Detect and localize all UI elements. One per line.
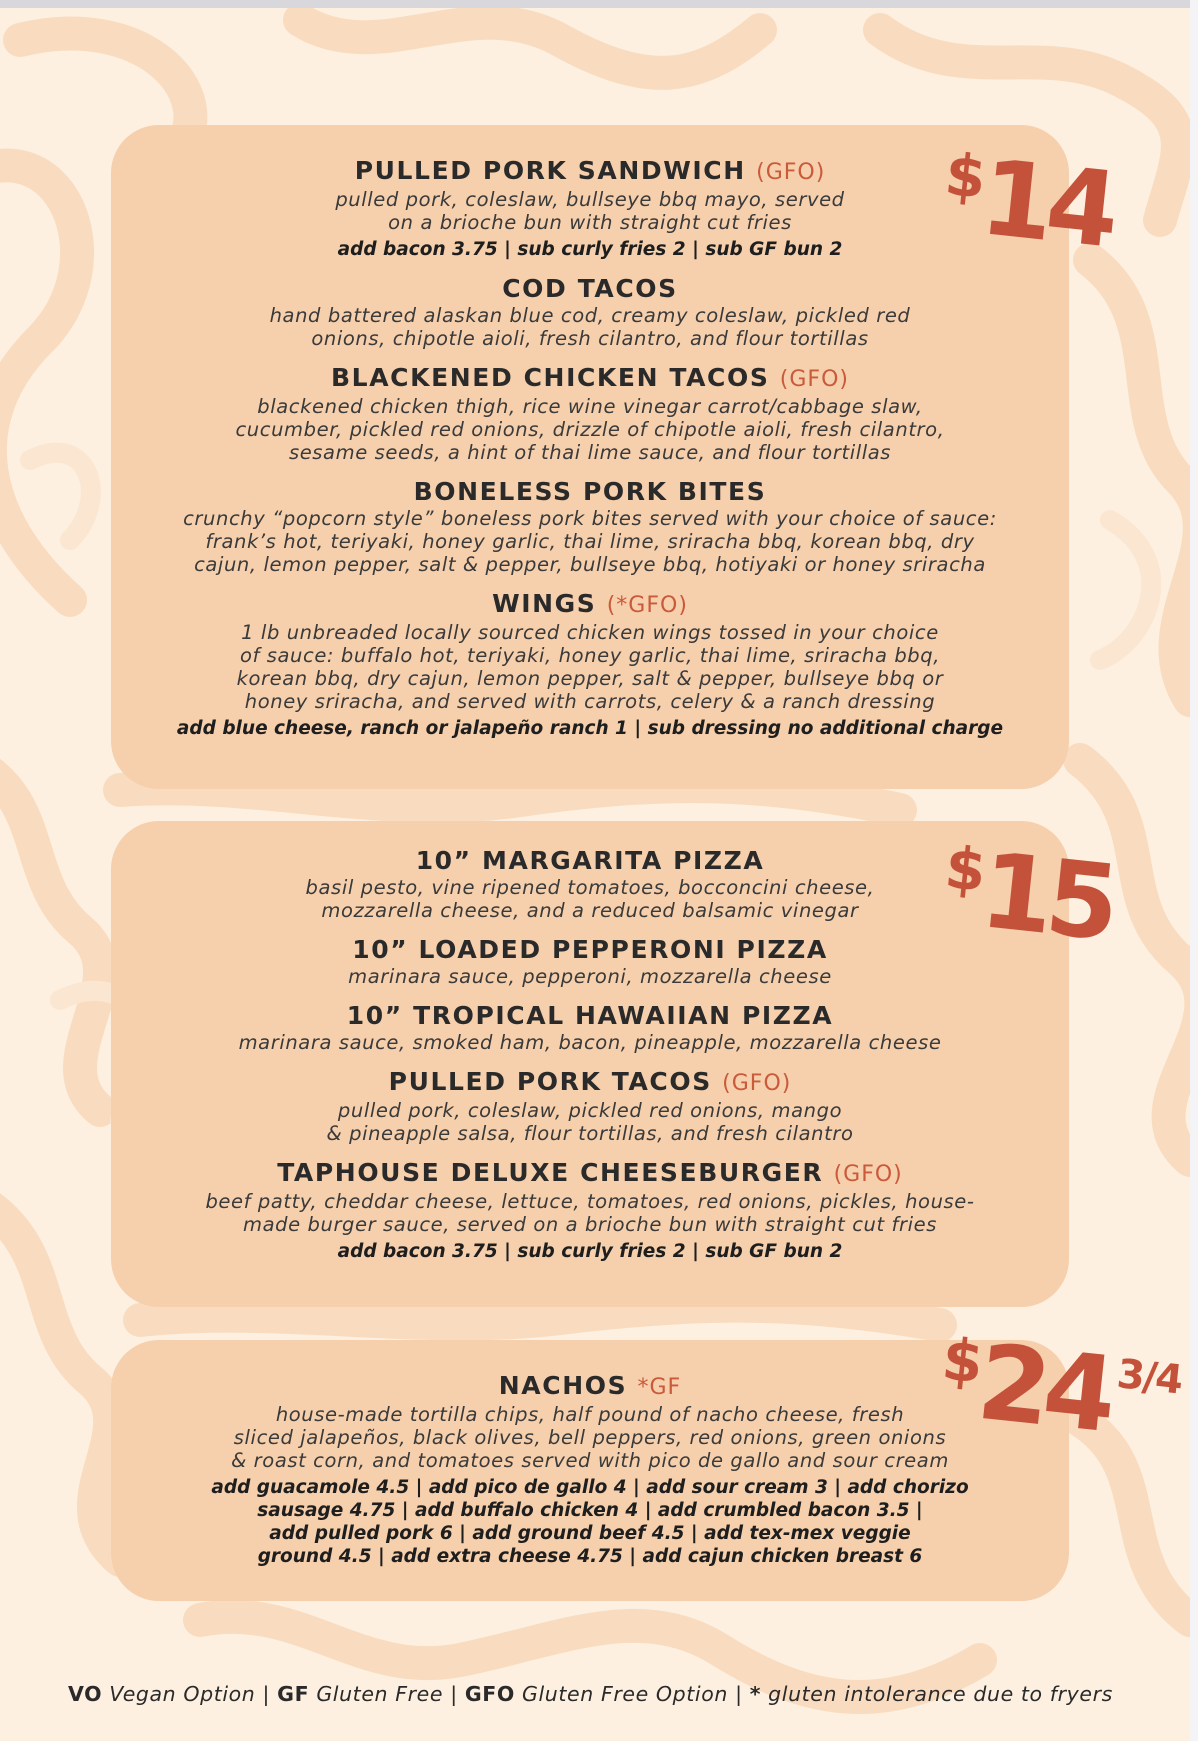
item-description-line: & roast corn, and tomatoes served with pico de gallo and sour cream: [231, 1449, 949, 1472]
dietary-tag: (*GFO): [606, 593, 688, 618]
price-badge-15: [938, 829, 1123, 965]
menu-item-10-tropical-hawaiian-pizza: [161, 1000, 1019, 1054]
menu-item-title: [161, 845, 1019, 876]
item-name: PULLED PORK SANDWICH: [354, 156, 746, 185]
dietary-tag: *GF: [637, 1375, 682, 1400]
legend-text: gluten intolerance due to fryers: [768, 1682, 1113, 1706]
item-name: WINGS: [492, 589, 597, 618]
item-name: COD TACOS: [502, 274, 678, 303]
menu-section-15: [111, 821, 1069, 1307]
item-description-line: of sauce: buffalo hot, teriyaki, honey garlic, thai lime, sriracha bbq,: [239, 644, 941, 667]
menu-item-title: [161, 934, 1019, 965]
legend-code: GF: [277, 1682, 310, 1706]
item-description-line: crunchy “popcorn style” boneless pork bites served with your choice of sauce:: [183, 507, 997, 530]
item-name: BONELESS PORK BITES: [413, 477, 767, 506]
item-description-line: honey sriracha, and served with carrots, celery & a ranch dressing: [244, 690, 936, 713]
menu-item-title: [161, 1157, 1019, 1190]
item-description-line: pulled pork, coleslaw, pickled red onions, mango: [337, 1099, 843, 1122]
item-name: BLACKENED CHICKEN TACOS: [331, 363, 770, 392]
item-description-line: blackened chicken thigh, rice wine vinegar carrot/cabbage slaw,: [257, 395, 923, 418]
item-description-line: pulled pork, coleslaw, bullseye bbq mayo, served: [335, 188, 845, 211]
menu-item-boneless-pork-bites: [161, 476, 1019, 576]
legend-separator: |: [727, 1682, 750, 1706]
menu-item-taphouse-deluxe-cheeseburger: [161, 1157, 1019, 1263]
item-description-line: basil pesto, vine ripened tomatoes, bocconcini cheese,: [305, 876, 875, 899]
menu-item-title: [161, 362, 1019, 395]
dietary-legend: [68, 1682, 1130, 1706]
page-edge-top: [0, 0, 1198, 8]
menu-item-title: [161, 476, 1019, 507]
price-currency: $: [941, 140, 988, 212]
item-description-line: & pineapple salsa, flour tortillas, and fresh cilantro: [326, 1122, 854, 1145]
item-description-line: sliced jalapeños, black olives, bell peppers, red onions, green onions: [233, 1426, 947, 1449]
item-addons-line: add bacon 3.75 | sub curly fries 2 | sub GF bun 2: [337, 1241, 843, 1262]
menu-item-title: [161, 1066, 1019, 1099]
menu-item-title: [161, 1370, 1019, 1403]
legend-code: VO: [68, 1682, 103, 1706]
item-description-line: cucumber, pickled red onions, drizzle of chipotle aioli, fresh cilantro,: [235, 418, 945, 441]
dietary-tag: (GFO): [756, 160, 826, 185]
menu-item-pulled-pork-sandwich: [161, 155, 1019, 261]
menu-item-title: [161, 1000, 1019, 1031]
menu-item-title: [161, 155, 1019, 188]
menu-item-title: [161, 588, 1019, 621]
item-addons-line: sausage 4.75 | add buffalo chicken 4 | add crumbled bacon 3.5 |: [257, 1500, 923, 1521]
menu-item-10-margarita-pizza: [161, 845, 1019, 922]
item-name: PULLED PORK TACOS: [388, 1067, 712, 1096]
legend-code: *: [749, 1682, 762, 1706]
item-description-line: sesame seeds, a hint of thai lime sauce, and flour tortillas: [288, 441, 892, 464]
item-description-line: onions, chipotle aioli, fresh cilantro, and flour tortillas: [311, 327, 869, 350]
item-addons-line: ground 4.5 | add extra cheese 4.75 | add cajun chicken breast 6: [257, 1546, 923, 1567]
item-addons-line: add pulled pork 6 | add ground beef 4.5 | add tex-mex veggie: [269, 1523, 911, 1544]
item-addons-line: add blue cheese, ranch or jalapeño ranch 1 | sub dressing no additional charge: [176, 718, 1004, 739]
price-currency: $: [939, 1324, 985, 1397]
item-description-line: beef patty, cheddar cheese, lettuce, tomatoes, red onions, pickles, house-: [205, 1190, 975, 1213]
menu-item-wings: [161, 588, 1019, 740]
menu-item-10-loaded-pepperoni-pizza: [161, 934, 1019, 988]
item-addons-line: add guacamole 4.5 | add pico de gallo 4 | add sour cream 3 | add chorizo: [211, 1477, 969, 1498]
page-edge-right: [1190, 0, 1198, 1741]
legend-separator: |: [255, 1682, 278, 1706]
legend-text: Gluten Free Option: [522, 1682, 728, 1706]
price-amount: 24: [972, 1320, 1116, 1456]
menu-section-14: [111, 125, 1069, 789]
price-fraction: 3/4: [1114, 1351, 1184, 1404]
item-description-line: 1 lb unbreaded locally sourced chicken wings tossed in your choice: [241, 621, 939, 644]
menu-item-nachos: [161, 1370, 1019, 1568]
menu-item-title: [161, 273, 1019, 304]
menu-item-blackened-chicken-tacos: [161, 362, 1019, 464]
price-amount: 14: [975, 136, 1119, 272]
item-description-line: mozzarella cheese, and a reduced balsamic vinegar: [321, 899, 859, 922]
price-badge-14: [938, 136, 1123, 272]
legend-code: GFO: [464, 1682, 515, 1706]
item-description-line: hand battered alaskan blue cod, creamy coleslaw, pickled red: [269, 304, 911, 327]
dietary-tag: (GFO): [722, 1071, 792, 1096]
menu-item-cod-tacos: [161, 273, 1019, 350]
item-name: TAPHOUSE DELUXE CHEESEBURGER: [277, 1158, 824, 1187]
price-currency: $: [941, 833, 988, 905]
legend-text: Vegan Option: [109, 1682, 256, 1706]
item-description-line: marinara sauce, smoked ham, bacon, pineapple, mozzarella cheese: [238, 1031, 942, 1054]
item-description-line: on a brioche bun with straight cut fries: [388, 211, 792, 234]
item-description-line: cajun, lemon pepper, salt & pepper, bullseye bbq, hotiyaki or honey sriracha: [194, 553, 986, 576]
menu-section-24: [111, 1340, 1069, 1601]
item-addons-line: add bacon 3.75 | sub curly fries 2 | sub GF bun 2: [337, 239, 843, 260]
item-description-line: marinara sauce, pepperoni, mozzarella cheese: [348, 965, 832, 988]
dietary-tag: (GFO): [833, 1162, 903, 1187]
item-description-line: korean bbq, dry cajun, lemon pepper, salt & pepper, bullseye bbq or: [236, 667, 944, 690]
legend-text: Gluten Free: [316, 1682, 444, 1706]
item-description-line: made burger sauce, served on a brioche bun with straight cut fries: [242, 1213, 937, 1236]
item-description-line: frank’s hot, teriyaki, honey garlic, thai lime, sriracha bbq, korean bbq, dry: [205, 530, 975, 553]
item-name: 10” TROPICAL HAWAIIAN PIZZA: [346, 1001, 834, 1030]
item-description-line: house-made tortilla chips, half pound of nacho cheese, fresh: [275, 1403, 905, 1426]
menu-item-pulled-pork-tacos: [161, 1066, 1019, 1145]
item-name: 10” LOADED PEPPERONI PIZZA: [352, 935, 828, 964]
dietary-tag: (GFO): [779, 367, 849, 392]
item-name: NACHOS: [498, 1371, 628, 1400]
price-amount: 15: [975, 829, 1119, 965]
item-name: 10” MARGARITA PIZZA: [415, 846, 765, 875]
legend-separator: |: [443, 1682, 465, 1706]
